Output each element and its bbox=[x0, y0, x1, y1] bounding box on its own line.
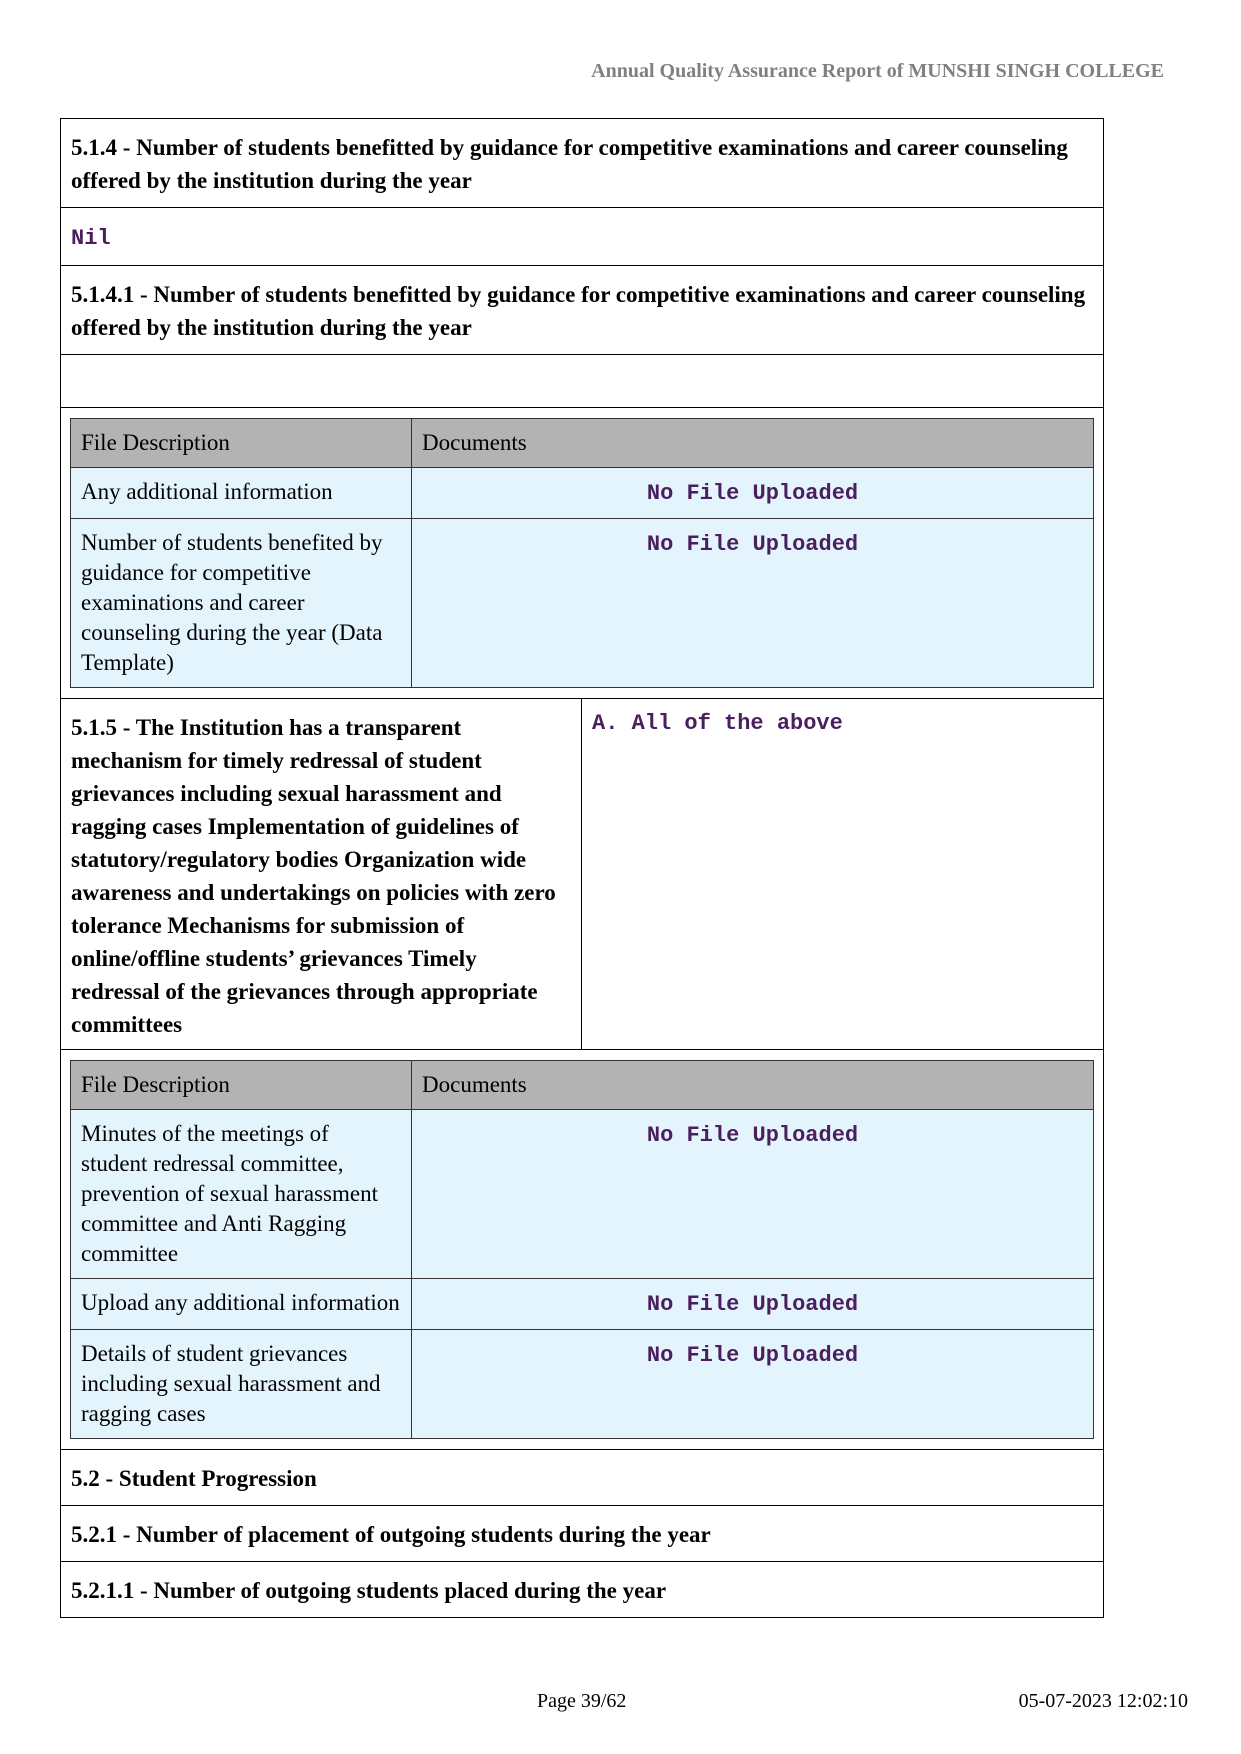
page-number: Page 39/62 bbox=[537, 1690, 627, 1712]
header-documents: Documents bbox=[412, 419, 1094, 468]
section-5-1-4-1-title: 5.1.4.1 - Number of students benefitted by guidance for competitive examinations and career counseling offered by the institution during the year bbox=[61, 266, 1103, 355]
timestamp: 05-07-2023 12:02:10 bbox=[1018, 1690, 1188, 1712]
section-5-1-5-title: 5.1.5 - The Institution has a transparent mechanism for timely redressal of student grievances including sexual harassment and ragging cases Implementation of guidelines of statutory/regulatory bodies Organization wide awareness and undertakings on policies with zero tolerance Mechanisms for submission of online/offline students’ grievances Timely redressal of the grievances through appropriate committees bbox=[61, 699, 582, 1049]
file-table-2 bbox=[70, 1060, 1094, 1439]
no-file-label: No File Uploaded bbox=[646, 481, 859, 506]
file-description: Upload any additional information bbox=[71, 1279, 412, 1330]
file-description: Any additional information bbox=[71, 468, 412, 519]
report-body bbox=[60, 118, 1104, 1618]
document-status bbox=[412, 1330, 1094, 1439]
table-row bbox=[71, 1330, 1094, 1439]
file-description: Number of students benefited by guidance for competitive examinations and career counseling during the year (Data Template) bbox=[71, 519, 412, 688]
section-5-1-4-answer bbox=[61, 208, 1103, 266]
section-5-2-1-1-title: 5.2.1.1 - Number of outgoing students placed during the year bbox=[61, 1562, 1103, 1618]
section-5-1-4-1-answer bbox=[61, 355, 1103, 408]
table-row bbox=[71, 519, 1094, 688]
report-header: Annual Quality Assurance Report of MUNSHI SINGH COLLEGE bbox=[591, 60, 1164, 82]
header-documents: Documents bbox=[412, 1061, 1094, 1110]
table-row bbox=[71, 1279, 1094, 1330]
no-file-label: No File Uploaded bbox=[646, 1123, 859, 1148]
no-file-label: No File Uploaded bbox=[646, 532, 859, 557]
section-5-1-5 bbox=[61, 699, 1103, 1050]
table-row bbox=[71, 1110, 1094, 1279]
section-5-2-title: 5.2 - Student Progression bbox=[61, 1450, 1103, 1506]
section-5-1-4-title: 5.1.4 - Number of students benefitted by guidance for competitive examinations and career counseling offered by the institution during the year bbox=[61, 119, 1103, 208]
document-status bbox=[412, 468, 1094, 519]
file-table-1 bbox=[70, 418, 1094, 688]
section-5-2-1-title: 5.2.1 - Number of placement of outgoing students during the year bbox=[61, 1506, 1103, 1562]
header-file-description: File Description bbox=[71, 419, 412, 468]
answer-value: A. All of the above bbox=[592, 711, 843, 736]
document-status bbox=[412, 1110, 1094, 1279]
file-table-header bbox=[71, 419, 1094, 468]
answer-value: Nil bbox=[71, 226, 111, 251]
no-file-label: No File Uploaded bbox=[646, 1292, 859, 1317]
section-5-1-5-answer bbox=[582, 699, 1103, 1049]
table-row bbox=[71, 468, 1094, 519]
document-status bbox=[412, 1279, 1094, 1330]
file-table-1-container bbox=[61, 408, 1103, 699]
file-table-2-container bbox=[61, 1050, 1103, 1450]
header-file-description: File Description bbox=[71, 1061, 412, 1110]
file-description: Minutes of the meetings of student redressal committee, prevention of sexual harassment committee and Anti Ragging committee bbox=[71, 1110, 412, 1279]
file-description: Details of student grievances including sexual harassment and ragging cases bbox=[71, 1330, 412, 1439]
file-table-header bbox=[71, 1061, 1094, 1110]
no-file-label: No File Uploaded bbox=[646, 1343, 859, 1368]
document-status bbox=[412, 519, 1094, 688]
